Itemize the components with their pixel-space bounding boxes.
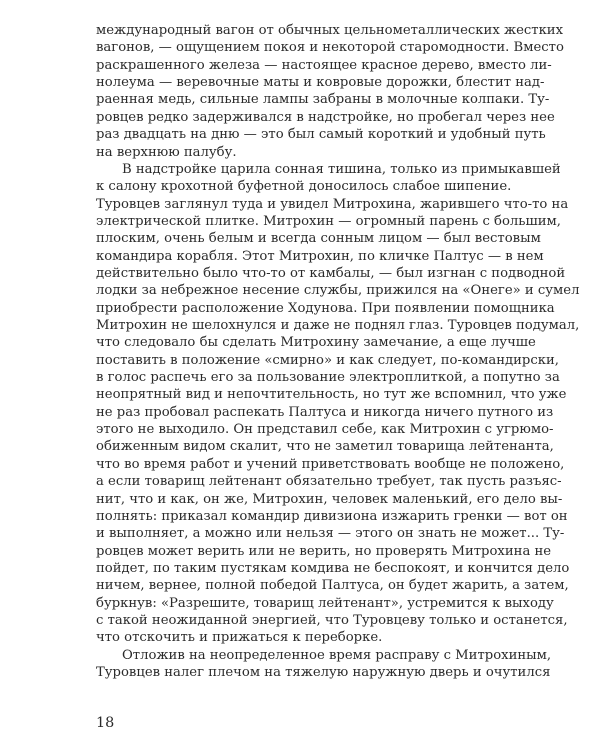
text-line: приобрести расположение Ходунова. При появлении помощника [96, 300, 555, 316]
text-line: поставить в положение «смирно» и как следует, по-командирски, [96, 352, 559, 368]
text-line: обиженным видом скалит, что не заметил товарища лейтенанта, [96, 439, 554, 455]
text-line: буркнув: «Разрешите, товарищ лейтенант», устремится к выходу [96, 595, 554, 611]
text-line: в голос распечь его за пользование электроплиткой, а попутно за [96, 370, 560, 385]
text-line: Туровцев налег плечом на тяжелую наружную дверь и очутился [96, 665, 551, 680]
text-line: а если товарищ лейтенант обязательно требует, так пусть разъяс- [96, 474, 562, 490]
text-line: что отскочить и прижаться к переборке. [96, 630, 383, 646]
text-line: полнять: приказал командир дивизиона изжарить гренки — вот он [96, 508, 568, 524]
text-line: нолеума — веревочные маты и ковровые дорожки, блестит над- [96, 75, 545, 91]
text-line: неопрятный вид и непочтительность, но тут же вспомнил, что уже [96, 387, 567, 403]
page-number: 18 [96, 715, 115, 731]
text-line: Митрохин не шелохнулся и даже не поднял глаз. Туровцев подумал, [96, 318, 580, 333]
text-line: не раз пробовал распекать Палтуса и никогда ничего путного из [96, 404, 554, 420]
text-line: нит, что и как, он же, Митрохин, человек маленький, его дело вы- [96, 491, 563, 507]
text-line: раз двадцать на дню — это был самый короткий и удобный путь [96, 127, 546, 143]
text-line: ничем, вернее, полной победой Палтуса, он будет жарить, а затем, [96, 578, 569, 594]
text-line: ровцев может верить или не верить, но проверять Митрохина не [96, 543, 552, 559]
text-line: вагонов, — ощущением покоя и некоторой старомодности. Вместо [96, 40, 564, 56]
text-line: ровцев редко задерживался в надстройке, но пробегал через нее [96, 109, 555, 125]
paragraph-start-line: В надстройке царила сонная тишина, только из примыкавшей [122, 161, 561, 177]
text-line: международный вагон от обычных цельнометаллических жестких [96, 23, 564, 38]
text-line: электрической плитке. Митрохин — огромный парень с большим, [96, 213, 561, 229]
text-line: действительно было что-то от камбалы, — был изгнан с подводной [96, 265, 566, 281]
text-line: Туровцев заглянул туда и увидел Митрохина, жарившего что-то на [96, 196, 569, 212]
text-line: лодки за небрежное несение службы, прижился на «Онеге» и сумел [96, 283, 580, 299]
text-line: на верхнюю палубу. [96, 144, 237, 160]
text-line: к салону крохотной буфетной доносилось слабое шипение. [96, 179, 512, 195]
text-line: пойдет, по таким пустякам комдива не беспокоят, и кончится дело [96, 560, 570, 576]
text-line: что во время работ и учений приветствовать вообще не положено, [96, 456, 565, 472]
text-line: командира корабля. Этот Митрохин, по кличке Палтус — в нем [96, 248, 544, 264]
text-line: раскрашенного железа — настоящее красное дерево, вместо ли- [96, 57, 552, 73]
text-line: плоским, очень белым и всегда сонным лицом — был вестовым [96, 231, 541, 247]
text-line: этого не выходило. Он представил себе, как Митрохин с угрюмо- [96, 422, 554, 438]
text-line: что следовало бы сделать Митрохину замечание, а еще лучше [96, 335, 536, 351]
text-line: с такой неожиданной энергией, что Туровцеву только и останется, [96, 612, 568, 628]
text-line: раенная медь, сильные лампы забраны в молочные колпаки. Ту- [96, 92, 550, 108]
text-line: и выполняет, а можно или нельзя — этого он знать не может... Ту- [96, 526, 565, 542]
paragraph-start-line: Отложив на неопределенное время расправу с Митрохиным, [122, 647, 552, 663]
